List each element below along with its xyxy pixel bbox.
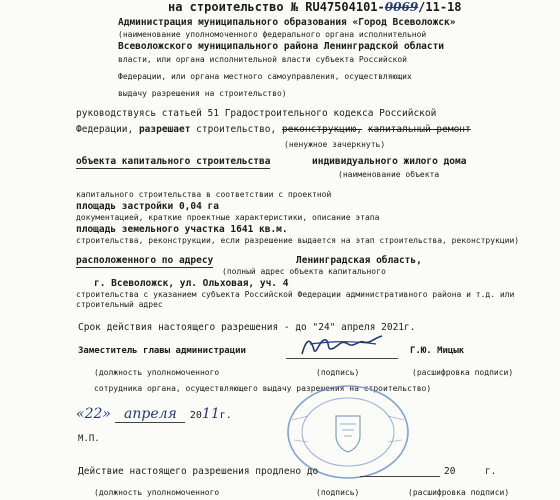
object-note-4: строительства, реконструкции, если разрешение выдается на этап строительства, реконструкции) [76, 236, 520, 245]
validity-text: Срок действия настоящего разрешения - до "24" апреля 2021г. [78, 322, 416, 333]
object-label: объекта капитального строительства [76, 156, 271, 167]
extension-date-line [360, 476, 440, 477]
location-note-3: строительный адрес [76, 300, 163, 309]
location-address: г. Всеволожск, ул. Ольховая, уч. 4 [94, 278, 289, 289]
authority-note-3: Федерации, или органа местного самоуправления, осуществляющих [118, 72, 412, 81]
permit-number: RU47504101- [305, 0, 385, 14]
extension-note-sign: (подпись) [316, 488, 360, 497]
authority-note-4: выдачу разрешения на строительство) [118, 89, 287, 98]
note-position-2: сотрудника органа, осуществляющего выдачу разрешения на строительство) [94, 384, 432, 393]
issue-month: апреля [115, 406, 185, 423]
option-construction: строительство, [196, 124, 277, 135]
stamp-place: М.П. [78, 434, 100, 444]
extension-note-name: (расшифровка подписи) [408, 488, 510, 497]
authority-line-2: Всеволожского муниципального района Ленинградской области [118, 41, 445, 52]
signatory-name: Г.Ю. Мицык [410, 346, 465, 356]
extension-note-position: (должность уполномоченного [94, 488, 220, 497]
object-note-3: документацией, краткие проектные характеристики, описание этапа [76, 213, 380, 222]
decision-text-2 [76, 124, 471, 136]
issue-day: 22 [84, 406, 103, 422]
location-address-note: (полный адрес объекта капитального [222, 267, 386, 276]
authority-line-1: Администрация муниципального образования «Город Всеволожск» [118, 17, 456, 28]
object-name: индивидуального жилого дома [312, 156, 467, 167]
strike-note: (ненужное зачеркнуть) [284, 140, 386, 149]
land-area: площадь земельного участка 1641 кв.м. [76, 224, 288, 235]
permit-number-handwritten: 0069 [384, 0, 419, 14]
handwritten-signature-icon [296, 330, 386, 360]
location-note-2: строительства с указанием субъекта Российской Федерации административного района и т.д. или [76, 290, 515, 299]
authority-note-2: власти, или органа исполнительной власти субъекта Российской [118, 55, 407, 64]
issue-date: «22» апреля 2011г. [76, 406, 232, 422]
title-prefix: на строительство № [168, 0, 299, 14]
issue-year-prefix: 20 [189, 410, 202, 421]
option-reconstruction: реконструкцию, [281, 124, 363, 135]
signature-position: Заместитель главы администрации [78, 346, 246, 356]
build-area: площадь застройки 0,04 га [76, 201, 219, 212]
object-name-note: (наименование объекта [338, 170, 440, 179]
option-repair: капитальный ремонт [367, 124, 471, 135]
authority-note-1: (наименование уполномоченного федерального органа исполнительной [118, 30, 427, 39]
decision-prefix: Федерации, [76, 124, 134, 135]
extension-year [444, 466, 496, 478]
issue-year-suffix: г. [219, 410, 232, 421]
location-region: Ленинградская область, [296, 255, 422, 266]
extension-year-prefix: 20 [444, 466, 456, 477]
extension-year-suffix: г. [484, 466, 497, 477]
issue-year: 11 [201, 406, 220, 422]
object-note-2: капитального строительства в соответствии с проектной [76, 190, 332, 199]
decision-text-1: руководствуясь статьей 51 Градостроительного кодекса Российской [76, 108, 437, 119]
note-position: (должность уполномоченного [94, 368, 220, 377]
note-name: (расшифровка подписи) [412, 368, 514, 377]
note-sign: (подпись) [316, 368, 360, 377]
permit-number-suffix: /11-18 [418, 0, 462, 14]
location-label: расположенного по адресу [76, 255, 214, 266]
extension-text: Действие настоящего разрешения продлено до [78, 466, 319, 477]
permits-word: разрешает [138, 124, 191, 135]
permit-title [168, 0, 462, 14]
